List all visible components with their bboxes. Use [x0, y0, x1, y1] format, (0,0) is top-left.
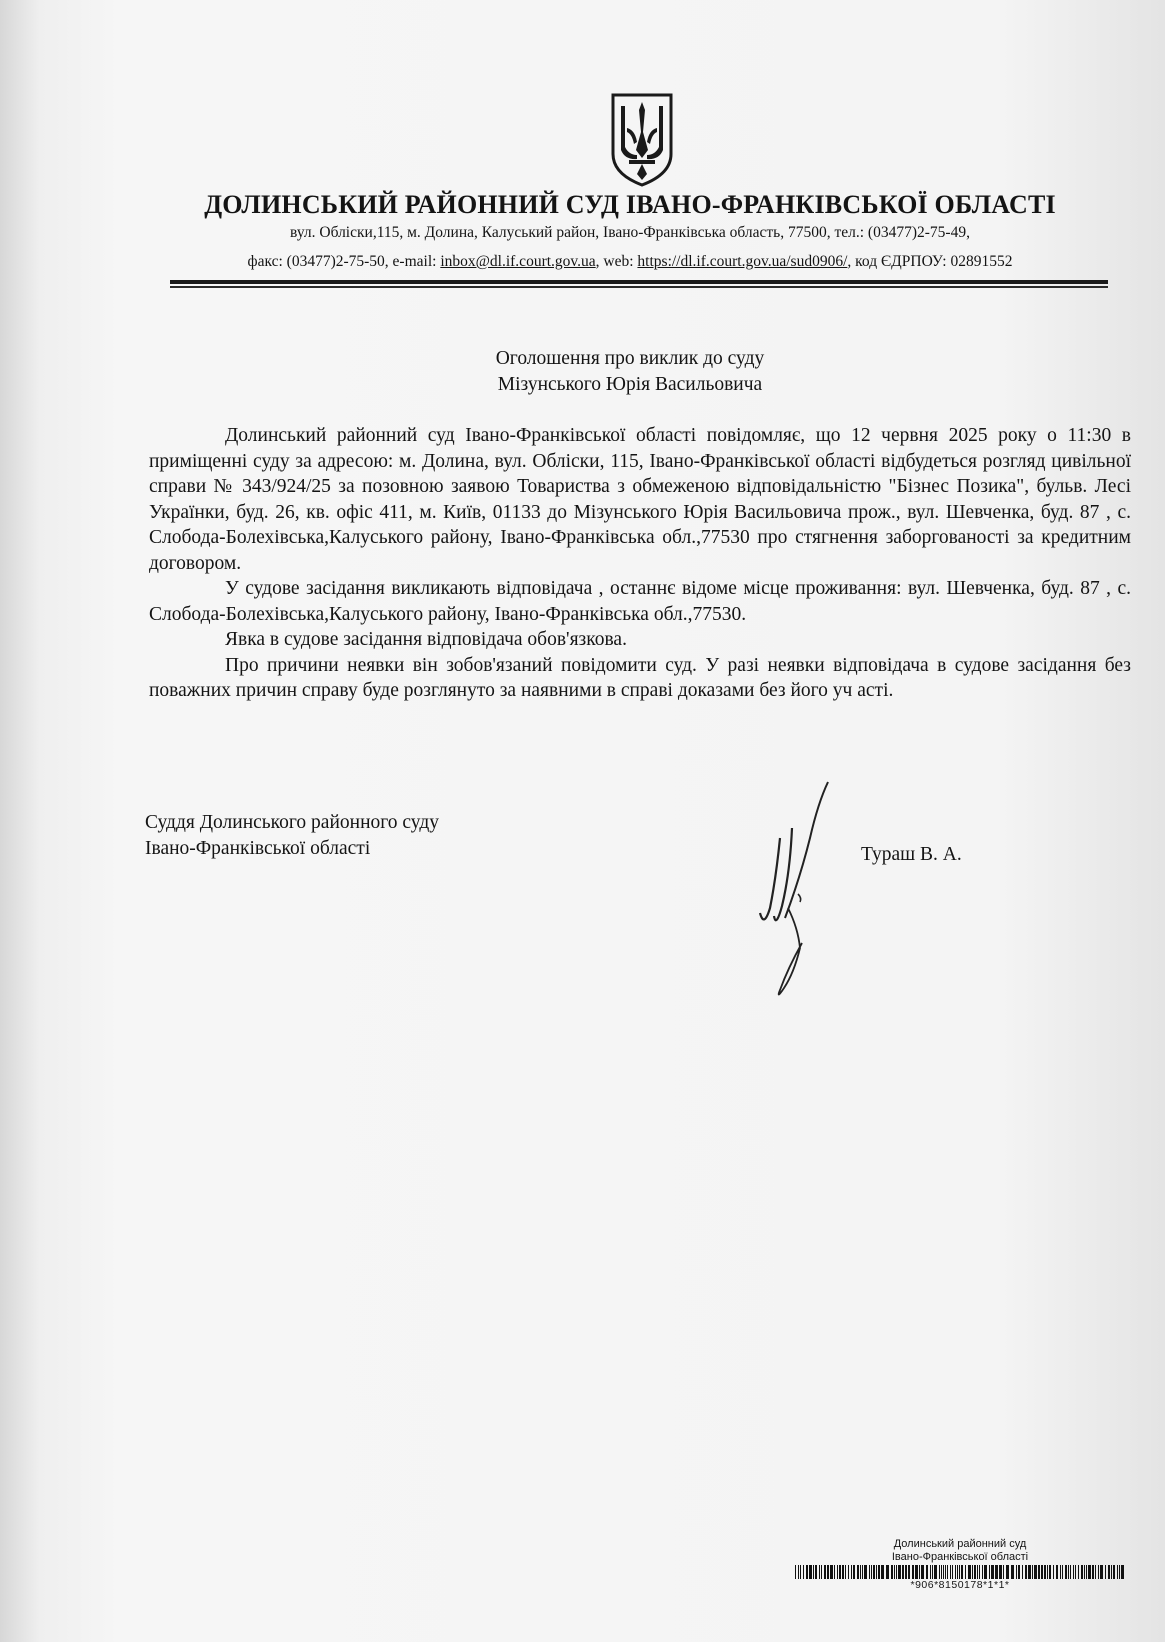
barcode-bar — [1117, 1565, 1118, 1579]
barcode-bar — [891, 1565, 893, 1579]
barcode-bar — [896, 1565, 897, 1579]
barcode-bar — [869, 1565, 870, 1579]
barcode-bar — [932, 1565, 933, 1579]
barcode-bar — [871, 1565, 872, 1579]
judge-name: Тураш В. А. — [861, 844, 962, 865]
barcode-bar — [853, 1565, 855, 1579]
barcode-bar — [1047, 1565, 1048, 1579]
barcode-bar — [908, 1565, 910, 1579]
barcode-bar — [902, 1565, 904, 1579]
court-name-heading: ДОЛИНСЬКИЙ РАЙОННИЙ СУД ІВАНО-ФРАНКІВСЬКОЇ ОБЛАСТІ — [204, 190, 1056, 219]
barcode-bar — [957, 1565, 958, 1579]
barcode-bar — [982, 1565, 983, 1579]
barcode-bar — [800, 1565, 801, 1579]
barcode-bar — [881, 1565, 884, 1579]
barcode-bar — [919, 1565, 920, 1579]
barcode-bar — [1078, 1565, 1079, 1579]
judge-position-line2: Івано-Франківської області — [145, 838, 371, 859]
barcode-bar — [845, 1565, 846, 1579]
barcode-bar — [894, 1565, 895, 1579]
barcode-bar — [1022, 1565, 1023, 1579]
barcode-bar — [798, 1565, 799, 1579]
barcode-bar — [995, 1565, 998, 1579]
barcode-bar — [1062, 1565, 1063, 1579]
court-address-line: вул. Обліски,115, м. Долина, Калуський район, Івано-Франківська область, 77500, тел.: (03477)2-75-49, — [290, 224, 970, 241]
barcode-bar — [1065, 1565, 1067, 1579]
barcode-bar — [1081, 1565, 1083, 1579]
barcode-bar — [864, 1565, 867, 1579]
barcode-bar — [1056, 1565, 1058, 1579]
barcode-bar — [1073, 1565, 1074, 1579]
barcode-bar — [1121, 1565, 1124, 1579]
barcode-bar — [972, 1565, 973, 1579]
barcode-bar — [803, 1565, 804, 1579]
barcode-bar — [806, 1565, 808, 1579]
barcode-bar — [930, 1565, 931, 1579]
barcode-bar — [876, 1565, 877, 1579]
barcode-bar — [809, 1565, 812, 1579]
barcode-bar — [989, 1565, 990, 1579]
barcode-bar — [926, 1565, 928, 1579]
fax-text: факс: (03477)2-75-50, e-mail: — [247, 253, 441, 270]
barcode-bar — [945, 1565, 946, 1579]
notice-paragraph: Долинський районний суд Івано-Франківської області повідомляє, що 12 червня 2025 року о 11:30 в приміщенні суду за адресою: м. Долина, вул. Обліски, 115, Івано-Франківської області відбудеться розгляд цивільної справи № 343/924/25 за позовною заявою Товариства з обмеженою відповідальністю "Бізнес Позика", бульв. Лесі Українки, буд. 26, кв. офіс 411, м. Київ, 01133 до Мізунського Юрія Васильовича прож., вул. Шевченка, буд. 87 , с. Слобода-Болехівська,Калуського району, Івано-Франківська обл.,77530 про стягнення заборгованості за кредитним договором. — [149, 425, 1131, 574]
header-rule-thin — [170, 286, 1108, 288]
barcode-bar — [939, 1565, 940, 1579]
barcode-bar — [912, 1565, 914, 1579]
notice-body — [149, 423, 1131, 704]
edrpou-code: , код ЄДРПОУ: 02891552 — [847, 253, 1013, 270]
barcode-bar — [959, 1565, 960, 1579]
barcode-bar — [834, 1565, 835, 1579]
registry-stamp — [795, 1538, 1125, 1591]
barcode-bar — [860, 1565, 861, 1579]
barcode-bar — [873, 1565, 875, 1579]
notice-paragraph: У судове засідання викликають відповідача , останнє відоме місце проживання: вул. Шевченка, буд. 87 , с. Слобода-Болехівська,Калуського району, Івано-Франківська обл.,77530. — [149, 578, 1131, 625]
barcode-bar — [1086, 1565, 1087, 1579]
barcode-bar — [1006, 1565, 1009, 1579]
barcode-bar — [1119, 1565, 1120, 1579]
barcode-bar — [1070, 1565, 1071, 1579]
barcode-bar — [1018, 1565, 1020, 1579]
barcode-bar — [952, 1565, 953, 1579]
barcode-bar — [941, 1565, 942, 1579]
barcode-bar — [830, 1565, 833, 1579]
barcode-bar — [1113, 1565, 1115, 1579]
barcode-bar — [857, 1565, 859, 1579]
barcode-bar — [1016, 1565, 1017, 1579]
email-link[interactable]: inbox@dl.if.court.gov.ua — [440, 253, 596, 270]
barcode-bar — [851, 1565, 852, 1579]
barcode-bar — [1060, 1565, 1061, 1579]
barcode-bar — [1105, 1565, 1106, 1579]
notice-paragraph: Про причини неявки він зобов'язаний повідомити суд. У разі неявки відповідача в судове засідання без поважних причин справу буде розглянуто за наявними в справі доказами без його уч асті. — [149, 654, 1131, 701]
barcode-code: *906*8150178*1*1* — [910, 1579, 1010, 1591]
barcode-bar — [1088, 1565, 1091, 1579]
barcode-bar — [878, 1565, 880, 1579]
barcode-bar — [1003, 1565, 1004, 1579]
barcode-bar — [1098, 1565, 1099, 1579]
barcode-bar — [1038, 1565, 1040, 1579]
barcode — [795, 1565, 1125, 1579]
barcode-bar — [1095, 1565, 1096, 1579]
stamp-court-name: Долинський районний суд — [893, 1538, 1027, 1550]
barcode-bar — [821, 1565, 822, 1579]
barcode-bar — [898, 1565, 901, 1579]
barcode-bar — [824, 1565, 826, 1579]
barcode-bar — [1044, 1565, 1046, 1579]
notice-paragraph: Явка в судове засідання відповідача обов'язкова. — [225, 629, 627, 650]
web-label: , web: — [595, 253, 638, 270]
barcode-bar — [795, 1565, 796, 1579]
barcode-bar — [915, 1565, 918, 1579]
barcode-bar — [1084, 1565, 1085, 1579]
barcode-bar — [1034, 1565, 1037, 1579]
barcode-bar — [1075, 1565, 1076, 1579]
barcode-bar — [965, 1565, 966, 1579]
notice-subject-name: Мізунського Юрія Васильовича — [497, 374, 763, 395]
barcode-bar — [947, 1565, 948, 1579]
notice-title: Оголошення про виклик до суду — [495, 348, 765, 369]
barcode-bar — [1025, 1565, 1027, 1579]
barcode-bar — [1092, 1565, 1094, 1579]
barcode-bar — [991, 1565, 994, 1579]
barcode-bar — [839, 1565, 841, 1579]
barcode-bar — [968, 1565, 971, 1579]
barcode-bar — [837, 1565, 838, 1579]
barcode-bar — [848, 1565, 849, 1579]
website-link[interactable]: https://dl.if.court.gov.ua/sud0906/ — [637, 253, 848, 270]
barcode-bar — [979, 1565, 980, 1579]
barcode-bar — [1068, 1565, 1069, 1579]
barcode-bar — [961, 1565, 963, 1579]
ukraine-trident-icon — [609, 92, 675, 188]
barcode-bar — [934, 1565, 937, 1579]
court-contacts-line — [150, 253, 1110, 271]
barcode-bar — [1053, 1565, 1054, 1579]
barcode-bar — [1011, 1565, 1014, 1579]
barcode-bar — [1032, 1565, 1033, 1579]
barcode-bar — [999, 1565, 1002, 1579]
barcode-bar — [1108, 1565, 1110, 1579]
barcode-bar — [1100, 1565, 1103, 1579]
barcode-bar — [943, 1565, 944, 1579]
barcode-bar — [813, 1565, 814, 1579]
barcode-bar — [886, 1565, 889, 1579]
handwritten-signature — [740, 778, 870, 1003]
barcode-bar — [862, 1565, 863, 1579]
judge-position-line1: Суддя Долинського районного суду — [145, 812, 439, 833]
barcode-bar — [905, 1565, 907, 1579]
barcode-bar — [921, 1565, 924, 1579]
barcode-bar — [842, 1565, 844, 1579]
barcode-bar — [1028, 1565, 1031, 1579]
stamp-region: Івано-Франківської області — [891, 1551, 1029, 1563]
barcode-bar — [815, 1565, 817, 1579]
barcode-bar — [950, 1565, 951, 1579]
barcode-bar — [974, 1565, 976, 1579]
header-rule-thick — [170, 280, 1108, 284]
barcode-bar — [955, 1565, 956, 1579]
barcode-bar — [827, 1565, 829, 1579]
barcode-bar — [977, 1565, 978, 1579]
barcode-bar — [1049, 1565, 1051, 1579]
barcode-bar — [984, 1565, 987, 1579]
barcode-bar — [1111, 1565, 1112, 1579]
barcode-bar — [819, 1565, 820, 1579]
barcode-bar — [1041, 1565, 1043, 1579]
